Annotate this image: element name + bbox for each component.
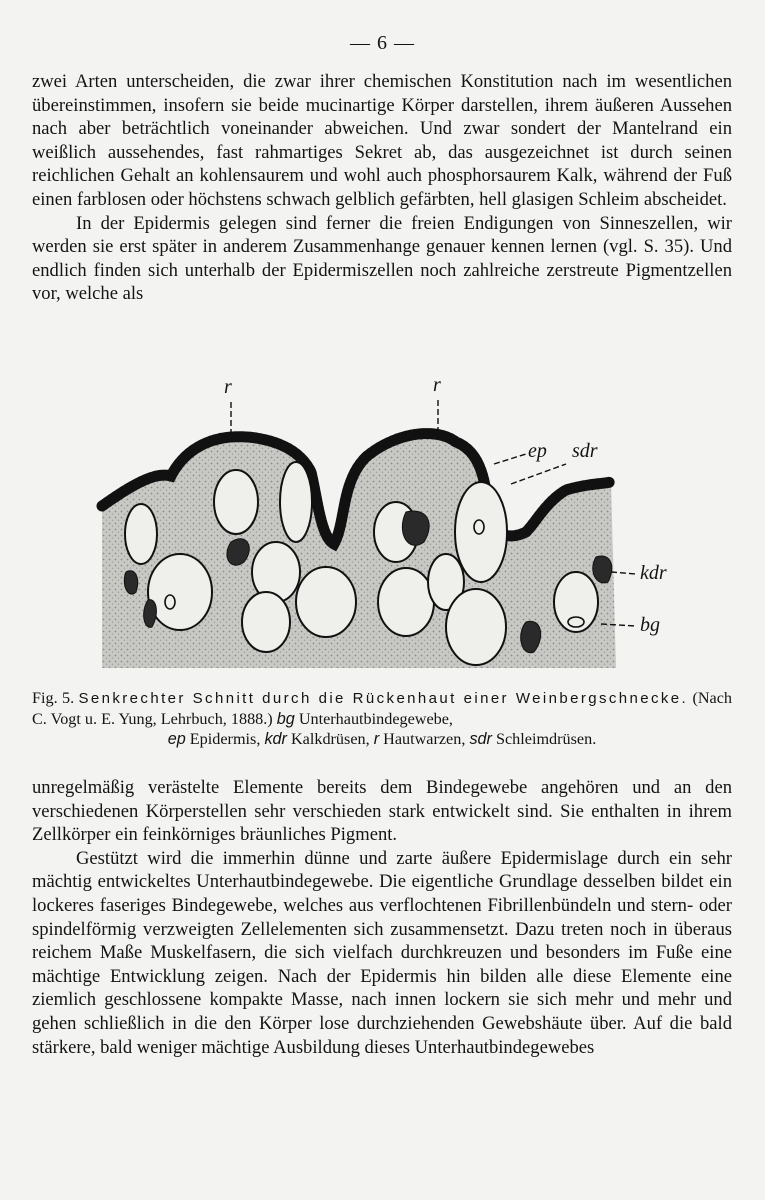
- body-text-top: [32, 70, 732, 306]
- caption-abbr: ep: [167, 730, 186, 748]
- label-ep: ep: [528, 440, 547, 462]
- caption-text: Hautwarzen,: [383, 730, 466, 748]
- label-sdr: sdr: [572, 440, 598, 462]
- caption-source: (Nach C. Vogt u. E. Yung, Lehrbuch, 1888.): [32, 689, 732, 728]
- caption-text: Unterhautbindegewebe,: [298, 710, 453, 728]
- paragraph: Gestützt wird die immerhin dünne und zarte äußere Epidermislage durch ein sehr mächtig entwickeltes Unterhautbindegewebe. Die eigentliche Grundlage desselben bildet ein lockeres faseriges Bindegewebe, welches aus verflochtenen Fibrillenbündeln und stern- oder spindelförmig verzweigten Zellelementen sich zusammensetzt. Dazu treten noch in überaus reichem Maße Muskelfasern, die sich vielfach durchkreuzen und besonders im Fuße eine mächtige Entwicklung zeigen. Nach der Epidermis hin bilden alle diese Elemente eine ziemlich geschlossene kompakte Masse, nach innen lockern sie sich mehr und mehr und gehen schließlich in die den Körper lose durchziehenden Gewebshäute über. Auf die bald stärkere, bald weniger mächtige Ausbildung dieses Unterhautbindegewebes: [32, 847, 732, 1058]
- caption-title: Senkrechter Schnitt durch die Rückenhaut einer Weinbergschnecke.: [78, 690, 689, 707]
- caption-abbr: r: [373, 730, 380, 748]
- skin-section-illustration: [96, 372, 686, 672]
- paragraph: In der Epidermis gelegen sind ferner die freien Endigungen von Sinneszellen, wir werden sie erst später in anderem Zusammenhange genauer kennen lernen (vgl. S. 35). Und endlich finden sich unterhalb der Epidermiszellen noch zahlreiche zerstreute Pigmentzellen vor, welche als: [32, 212, 732, 305]
- label-r: r: [224, 376, 232, 398]
- paragraph: zwei Arten unterscheiden, die zwar ihrer chemischen Konstitution nach im wesentlichen übereinstimmen, insofern sie beide mucinartige Körper darstellen, ihrem äußeren Aussehen nach aber beträchtlich voneinander abweichen. Und zwar sondert der Mantelrand ein weißlich aussehendes, fast rahmartiges Sekret ab, das ausgezeichnet ist durch seinen reichlichen Gehalt an kohlensaurem und wohl auch phosphorsaurem Kalk, während der Fuß einen farblosen oder höchstens schwach gelblich gefärbten, hell glasigen Schleim abscheidet.: [32, 71, 732, 210]
- caption-fig-number: Fig. 5.: [32, 689, 75, 707]
- figure-caption: [32, 688, 732, 749]
- caption-abbr: sdr: [469, 730, 492, 748]
- caption-text: Kalkdrüsen,: [290, 730, 370, 748]
- body-text-bottom: [32, 776, 732, 1059]
- figure-skin-section: [96, 372, 686, 672]
- caption-abbr: kdr: [264, 730, 287, 748]
- caption-abbr: bg: [276, 710, 295, 728]
- label-kdr: kdr: [640, 562, 667, 584]
- page-number: — 6 —: [350, 32, 415, 54]
- label-bg: bg: [640, 614, 660, 636]
- paragraph: unregelmäßig verästelte Elemente bereits dem Bindegewebe angehören und an den verschiedenen Körperstellen sehr verschieden stark entwickelt sind. Sie enthalten in ihrem Zellkörper ein feinkörniges bräunliches Pigment.: [32, 777, 732, 846]
- caption-text: Epidermis,: [189, 730, 261, 748]
- label-r: r: [433, 374, 441, 396]
- caption-text: Schleimdrüsen.: [495, 730, 597, 748]
